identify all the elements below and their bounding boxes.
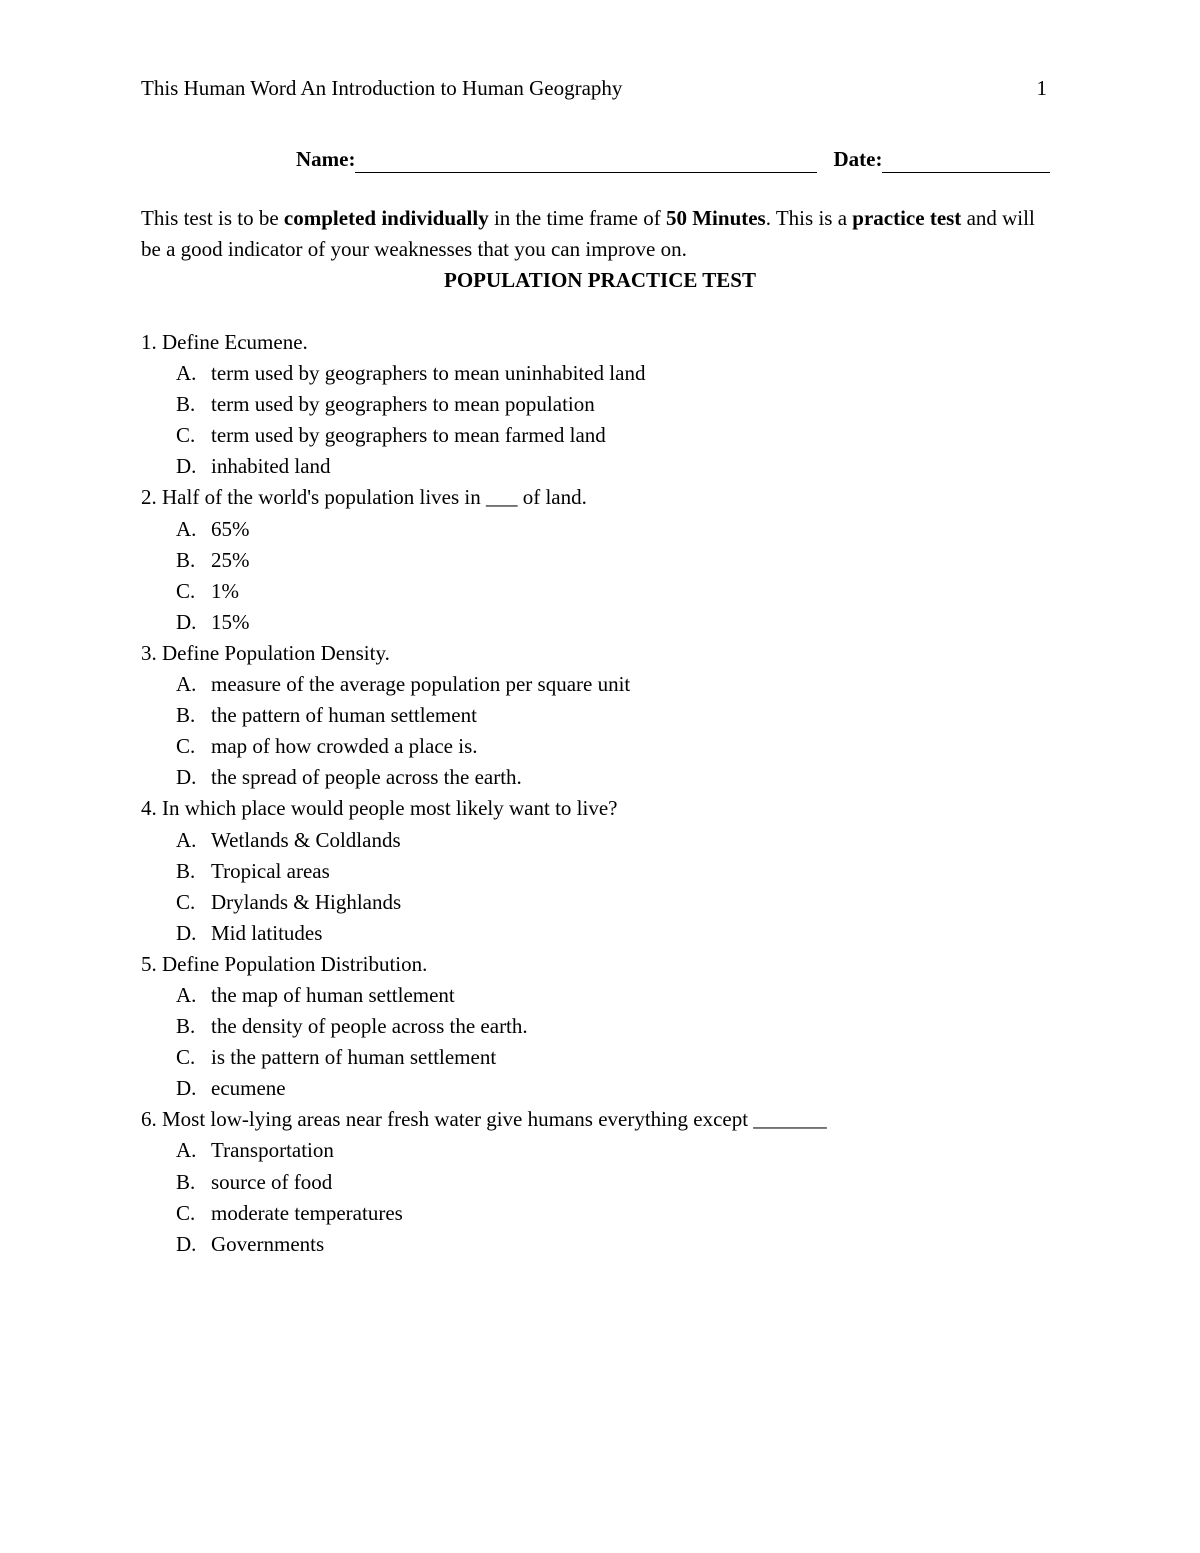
answer-option [141, 420, 1061, 451]
option-letter: B. [176, 1014, 196, 1039]
option-letter: B. [176, 1169, 196, 1194]
option-text: Wetlands & Coldlands [211, 827, 401, 852]
option-text: source of food [211, 1169, 333, 1194]
option-letter: B. [176, 392, 196, 417]
date-blank-line [882, 150, 1050, 173]
option-text: map of how crowded a place is. [211, 734, 478, 759]
option-text: Governments [211, 1231, 325, 1256]
instructions-paragraph [141, 203, 1041, 265]
answer-option [141, 358, 1061, 389]
instructions-text: in the time frame of [488, 206, 666, 230]
option-text: 1% [211, 578, 239, 603]
question-stem: 3. Define Population Density. [141, 640, 390, 665]
option-letter: C. [176, 578, 196, 603]
instructions-text: and will be a good indicator of your weaknesses that you can improve on. [141, 206, 1035, 261]
question-stem: 2. Half of the world's population lives in ___ of land. [141, 485, 587, 510]
option-letter: A. [176, 1138, 197, 1163]
answer-option [141, 514, 1061, 545]
answer-option [141, 669, 1061, 700]
option-letter: A. [176, 516, 197, 541]
option-text: term used by geographers to mean population [211, 392, 595, 417]
option-text: 25% [211, 547, 250, 572]
option-text: the map of human settlement [211, 982, 455, 1007]
option-text: Drylands & Highlands [211, 889, 402, 914]
option-letter: D. [176, 454, 197, 479]
instructions-text: . This is a [765, 206, 853, 230]
test-title: POPULATION PRACTICE TEST [444, 268, 756, 292]
option-text: Transportation [211, 1138, 334, 1163]
answer-option [141, 825, 1061, 856]
option-text: term used by geographers to mean farmed land [211, 423, 606, 448]
name-blank-line [355, 150, 817, 173]
name-label: Name: [296, 147, 356, 171]
answer-option [141, 451, 1061, 482]
answer-option [141, 762, 1061, 793]
option-letter: C. [176, 1045, 196, 1070]
answer-option [141, 1167, 1061, 1198]
option-letter: D. [176, 920, 197, 945]
option-letter: C. [176, 1200, 196, 1225]
answer-option [141, 980, 1061, 1011]
answer-option [141, 1229, 1061, 1260]
answer-option [141, 1135, 1061, 1166]
option-text: Mid latitudes [211, 920, 323, 945]
answer-option [141, 545, 1061, 576]
answer-option [141, 1198, 1061, 1229]
option-letter: C. [176, 734, 196, 759]
document-title: This Human Word An Introduction to Human Geography [141, 76, 623, 100]
answer-option [141, 389, 1061, 420]
option-letter: A. [176, 361, 197, 386]
option-text: inhabited land [211, 454, 331, 479]
answer-option [141, 1011, 1061, 1042]
option-letter: A. [176, 672, 197, 697]
question-stem: 1. Define Ecumene. [141, 330, 308, 354]
option-letter: A. [176, 827, 197, 852]
option-text: measure of the average population per square unit [211, 672, 631, 697]
option-letter: A. [176, 982, 197, 1007]
option-text: 15% [211, 609, 250, 634]
option-text: the spread of people across the earth. [211, 765, 522, 790]
instructions-emphasis: 50 Minutes [665, 206, 766, 230]
option-letter: D. [176, 609, 197, 634]
instructions-emphasis: practice test [852, 206, 962, 230]
answer-option [141, 856, 1061, 887]
option-letter: D. [176, 765, 197, 790]
option-letter: D. [176, 1076, 197, 1101]
question-stem: 6. Most low-lying areas near fresh water give humans everything except _______ [141, 1107, 827, 1132]
option-letter: C. [176, 889, 196, 914]
option-text: term used by geographers to mean uninhabited land [211, 361, 646, 386]
option-letter: C. [176, 423, 196, 448]
answer-option [141, 1073, 1061, 1104]
page-number: 1 [1036, 76, 1047, 100]
question-stem: 4. In which place would people most likely want to live? [141, 796, 618, 821]
instructions-text: This test is to be [141, 206, 284, 230]
option-text: the pattern of human settlement [211, 703, 477, 728]
option-text: ecumene [211, 1076, 286, 1101]
answer-option [141, 918, 1061, 949]
option-text: Tropical areas [211, 858, 330, 883]
option-text: the density of people across the earth. [211, 1014, 528, 1039]
option-text: is the pattern of human settlement [211, 1045, 497, 1070]
option-letter: B. [176, 703, 196, 728]
answer-option [141, 700, 1061, 731]
option-text: moderate temperatures [211, 1200, 403, 1225]
answer-option [141, 887, 1061, 918]
running-header [141, 74, 1047, 102]
answer-option [141, 576, 1061, 607]
question-list [141, 327, 1061, 1260]
answer-option [141, 1042, 1061, 1073]
option-text: 65% [211, 516, 250, 541]
option-letter: B. [176, 547, 196, 572]
name-date-fields [296, 143, 1050, 173]
answer-option [141, 731, 1061, 762]
instructions-emphasis: completed individually [283, 206, 489, 230]
option-letter: D. [176, 1231, 197, 1256]
answer-option [141, 607, 1061, 638]
option-letter: B. [176, 858, 196, 883]
question-stem: 5. Define Population Distribution. [141, 951, 428, 976]
date-label: Date: [833, 147, 883, 171]
